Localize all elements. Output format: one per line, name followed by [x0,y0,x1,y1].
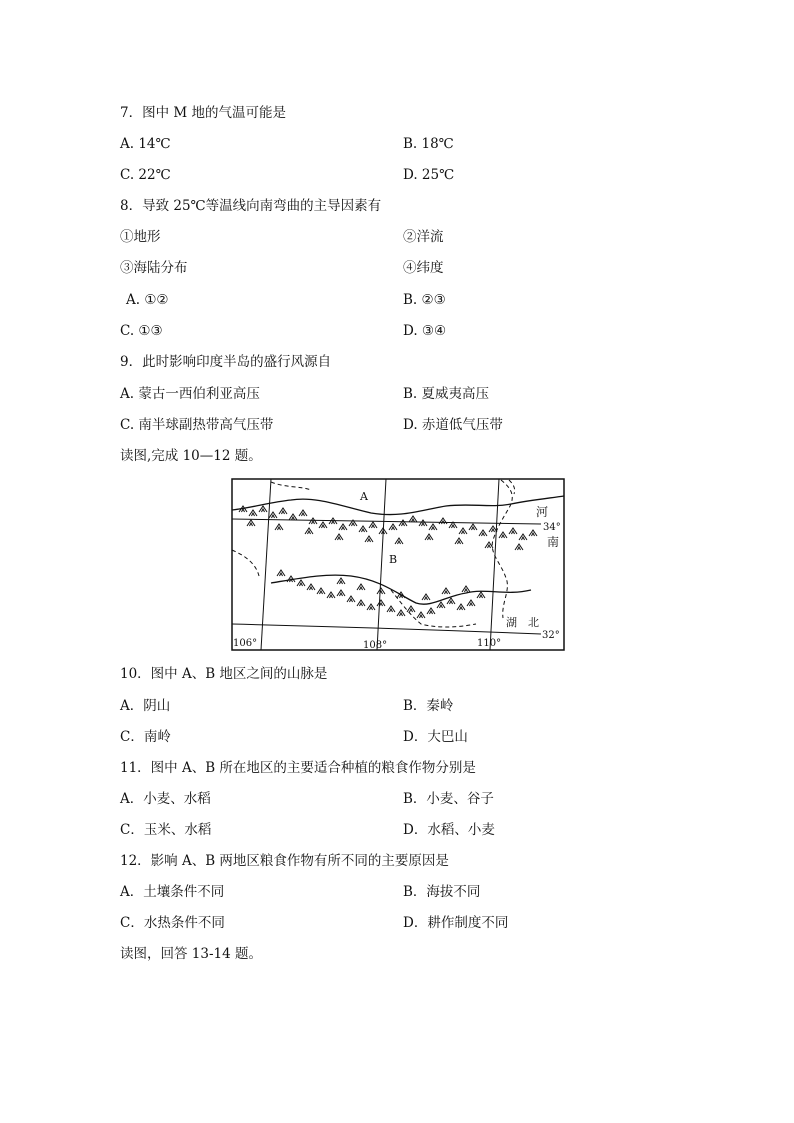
label-henan-1: 河 [536,505,549,519]
label-lat-34: 34° [543,522,561,533]
option-a: A．阴山 [120,698,171,714]
instruction-13-14: 读图，回答 13-14 题。 [120,946,263,962]
option-a: A．土壤条件不同 [120,884,225,900]
question-11-options-row-1 [120,790,680,808]
question-12-options-row-1 [120,883,680,901]
option-d: D. 25℃ [403,167,455,183]
option-d: D. 赤道低气压带 [403,417,503,433]
label-lon-110: 110° [477,638,502,649]
question-10-options-row-1 [120,697,680,715]
option-d: D．水稻、小麦 [403,822,495,838]
option-a: A. 蒙古一西伯利亚高压 [120,386,260,402]
factor-1: ①地形 [120,229,161,245]
option-c: C．南岭 [120,729,171,745]
label-a: A [360,490,368,503]
option-c: C. 22℃ [120,167,171,183]
option-a: A．小麦、水稻 [120,791,211,807]
question-7-stem: 7．图中 M 地的气温可能是 [120,105,286,121]
factor-4: ④纬度 [403,260,444,276]
factor-3: ③海陆分布 [120,260,188,276]
question-8-factors-row-1 [120,228,680,246]
label-lon-106: 106° [233,638,258,649]
option-b: B．小麦、谷子 [403,791,494,807]
question-11-options-row-2 [120,821,680,839]
question-8-options-row-2 [120,322,680,340]
question-8-options-row-1 [120,291,680,309]
option-d: D．耕作制度不同 [403,915,509,931]
option-b: B. 18℃ [403,136,454,152]
question-9-options-row-1 [120,385,680,403]
question-10-options-row-2 [120,728,680,746]
option-b: B．秦岭 [403,698,454,714]
option-b: B．海拔不同 [403,884,481,900]
option-d: D．大巴山 [403,729,468,745]
question-8-factors-row-2 [120,259,680,277]
question-7-options-row-2 [120,166,680,184]
label-hubei: 湖 北 [506,616,539,629]
label-b: B [389,553,398,566]
question-12-stem: 12．影响 A、B 两地区粮食作物有所不同的主要原因是 [120,853,449,869]
option-b: B. 夏威夷高压 [403,386,490,402]
label-lon-108: 108° [363,640,388,651]
option-a: A. 14℃ [120,136,171,152]
option-d: D. ③④ [403,323,447,339]
question-7-options-row-1 [120,135,680,153]
question-11-stem: 11．图中 A、B 所在地区的主要适合种植的粮食作物分别是 [120,760,476,776]
question-12-options-row-2 [120,914,680,932]
question-8-stem: 8．导致 25℃等温线向南弯曲的主导因素有 [120,198,382,214]
question-9-options-row-2 [120,416,680,434]
option-c: C. 南半球副热带高气压带 [120,417,274,433]
option-c: C．玉米、水稻 [120,822,212,838]
option-b: B. ②③ [403,292,446,308]
label-lat-32: 32° [542,630,560,641]
qinling-map [231,478,565,651]
question-9-stem: 9．此时影响印度半岛的盛行风源自 [120,354,332,370]
instruction-10-12: 读图,完成 10—12 题。 [120,448,262,464]
factor-2: ②洋流 [403,229,444,245]
question-10-stem: 10．图中 A、B 地区之间的山脉是 [120,666,328,682]
label-henan-2: 南 [547,535,560,549]
option-a: A. ①② [126,292,169,308]
option-c: C．水热条件不同 [120,915,225,931]
option-c: C. ①③ [120,323,163,339]
